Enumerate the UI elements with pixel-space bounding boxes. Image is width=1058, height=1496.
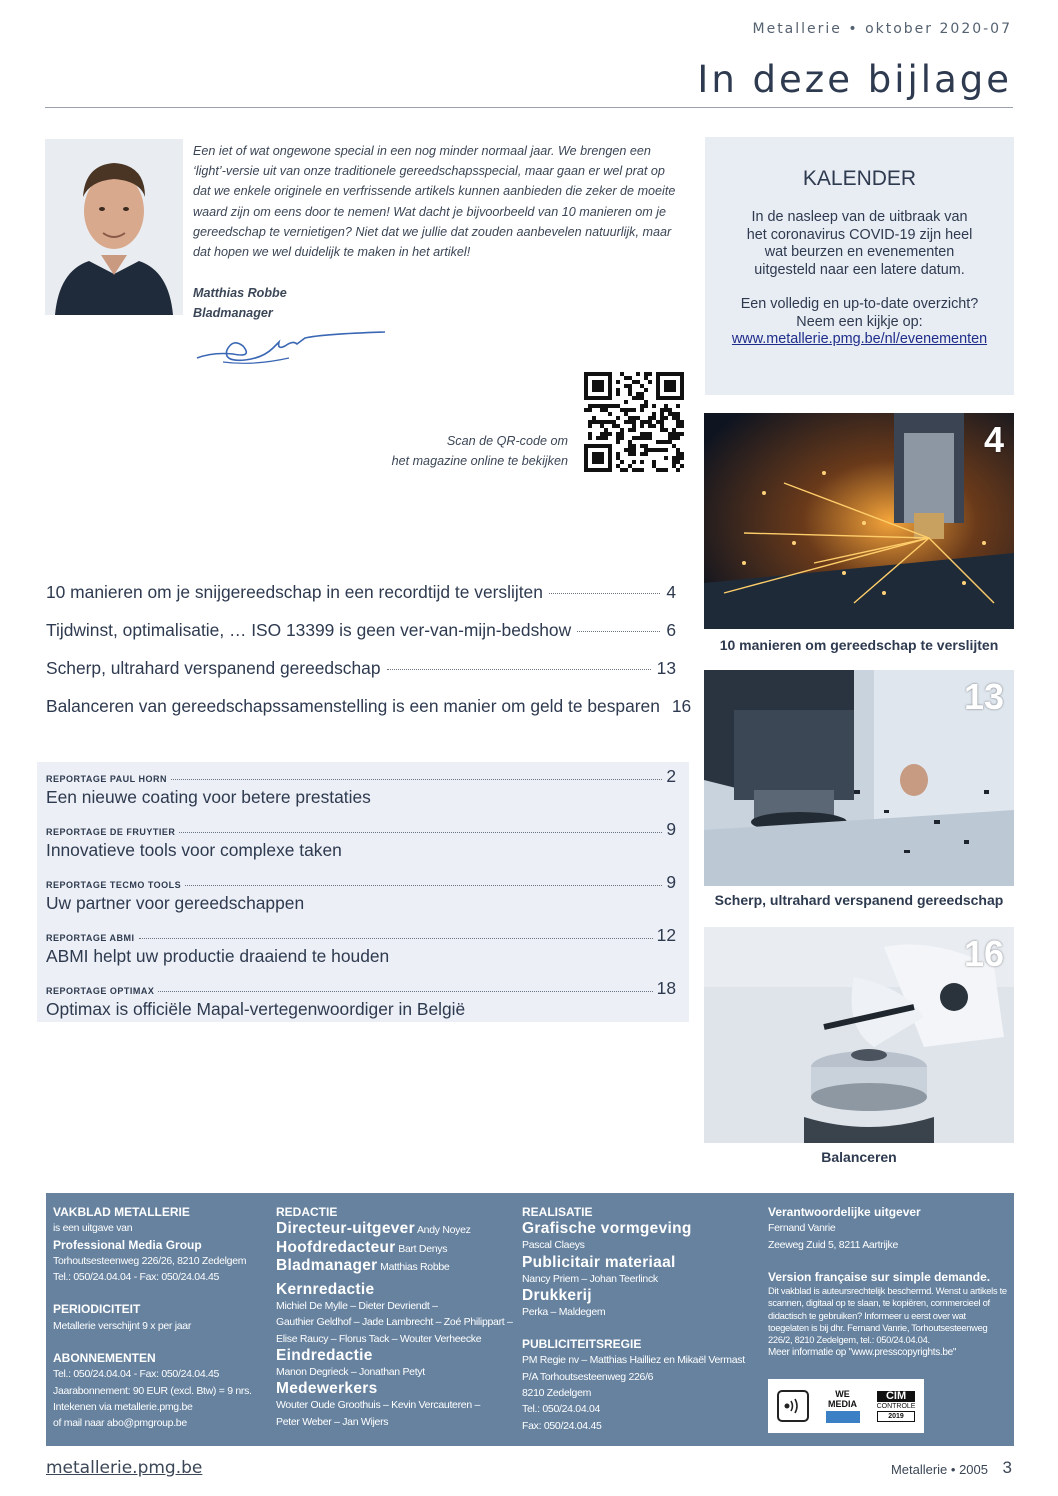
colophon-heading: PUBLICITEITSREGIE: [522, 1337, 642, 1352]
colophon-publisher: [53, 1204, 273, 1432]
colophon-line: Manon Degrieck – Jonathan Petyt: [276, 1366, 425, 1379]
photo-cutting-sparks: [704, 413, 1014, 629]
colophon-line[interactable]: Meer informatie op "www.presscopyrights.be": [768, 1347, 957, 1359]
colophon-responsible: [768, 1204, 1008, 1360]
colophon-line: Peter Weber – Jan Wijers: [276, 1415, 389, 1428]
colophon-heading: VAKBLAD METALLERIE: [53, 1205, 190, 1219]
colophon-line: Tel.: 050/24.04.04: [522, 1403, 601, 1416]
colophon-role: Publicitair materiaal: [522, 1253, 676, 1271]
footer-website-link[interactable]: metallerie.pmg.be: [46, 1458, 203, 1478]
colophon-person: Andy Noyez: [416, 1224, 471, 1237]
photo-balancing-tool: [704, 927, 1014, 1143]
author-role: Bladmanager: [193, 306, 273, 320]
toc-item[interactable]: [46, 696, 692, 734]
table-of-contents: [46, 582, 692, 734]
qr-code[interactable]: [583, 372, 685, 472]
colophon-line[interactable]: of mail naar abo@pmgroup.be: [53, 1417, 187, 1430]
toc-item[interactable]: [46, 620, 676, 658]
colophon-line: PM Regie nv – Matthias Hailliez en Mikaël Vermast: [522, 1354, 745, 1367]
colophon-heading: Version française sur simple demande.: [768, 1269, 991, 1284]
reportage-item[interactable]: [46, 872, 676, 913]
toc-item-title: Balanceren van gereedschapssamenstelling is een manier om geld te besparen: [46, 696, 660, 716]
colophon: [46, 1193, 1014, 1446]
colophon-line: Fax: 050/24.04.45: [522, 1419, 602, 1432]
author-portrait: [45, 139, 183, 315]
colophon-role: Eindredactie: [276, 1347, 373, 1365]
reportage-label: REPORTAGE TECMO TOOLS: [46, 880, 182, 890]
copyright-notice: Dit vakblad is auteursrechtelijk beschermd. Wenst u artikels te scannen, digitaal op te slaan, te kopiëren, commercieel of didactisch te gebruiken? Informeer u eerst over wat toegelaten is bij dhr. Fernand Vanrie, Torhoutsesteenweg 226/2, 8210 Zedelgem, tel.: 050/24.04.04.: [768, 1285, 1007, 1345]
photo-page-number: 4: [983, 419, 1004, 460]
calendar-body-overview: Een volledig en up-to-date overzicht? Neem een kijkje op:: [740, 296, 979, 330]
qr-instructions-line1: Scan de QR-code om: [446, 434, 568, 448]
toc-item-title: 10 manieren om je snijgereedschap in een recordtijd te verslijten: [46, 582, 543, 602]
colophon-role: Hoofdredacteur: [276, 1238, 396, 1256]
colophon-heading: REDACTIE: [276, 1205, 338, 1219]
colophon-role: Directeur-uitgever: [276, 1220, 415, 1238]
reportage-leader: [171, 779, 662, 780]
colophon-line: Tel.: 050/24.04.04 - Fax: 050/24.04.45: [53, 1271, 220, 1284]
colophon-line: P/A Torhoutsesteenweg 226/6: [522, 1370, 654, 1383]
cim-logo-year: 2019: [877, 1411, 916, 1422]
colophon-line: Elise Raucy – Florus Tack – Wouter Verheecke: [276, 1332, 482, 1345]
reportage-leader: [158, 991, 652, 992]
colophon-line: Wouter Oude Groothuis – Kevin Vercauteren –: [276, 1399, 481, 1412]
colophon-line: Tel.: 050/24.04.04 - Fax: 050/24.04.45: [53, 1368, 220, 1381]
photo-page-number: 13: [963, 676, 1004, 717]
reportage-label: REPORTAGE DE FRUYTIER: [46, 827, 176, 837]
calendar-box: [705, 137, 1014, 395]
reportage-title: ABMI helpt uw productie draaiend te houden: [46, 946, 390, 966]
intro-text: Een iet of wat ongewone special in een nog minder normaal jaar. We brengen een ‘light’-versie uit van onze traditionele gereedschapsspecial, maar gaan er wel prat op dat we enkele originele en verfrissende artikels kunnen aanbieden die zeker de moeite waard zijn om eens door te nemen! Wat dacht je bijvoorbeeld van 10 manieren om je gereedschap te vernietigen? Niet dat we jullie dat zouden aanbevelen natuurlijk, maar dat hopen we wel duidelijk te maken in het artikel!: [193, 144, 676, 260]
toc-leader: [387, 669, 651, 670]
colophon-line: Perka – Maldegem: [522, 1305, 606, 1318]
cim-logo-label: CONTROLE: [876, 1402, 916, 1410]
toc-item-title: Tijdwinst, optimalisatie, … ISO 13399 is geen ver-van-mijn-bedshow: [46, 620, 572, 640]
signature: [193, 328, 393, 370]
colophon-line: Metallerie verschijnt 9 x per jaar: [53, 1319, 192, 1332]
header-divider: [45, 107, 1013, 108]
reportage-page: 2: [666, 766, 676, 786]
photo-caption: Scherp, ultrahard verspanend gereedschap: [714, 892, 1004, 908]
colophon-line[interactable]: Intekenen via metallerie.pmg.be: [53, 1400, 193, 1413]
reportage-page: 12: [656, 925, 676, 945]
colophon-role: Grafische vormgeving: [522, 1220, 692, 1238]
reportage-item[interactable]: [46, 819, 676, 860]
reportage-item[interactable]: [46, 978, 676, 1019]
author-name: Matthias Robbe: [193, 286, 287, 300]
qr-instructions-line2: het magazine online te bekijken: [391, 454, 568, 468]
colophon-line: Pascal Claeys: [522, 1239, 585, 1252]
qr-instructions: [392, 431, 568, 471]
colophon-editorial: [276, 1204, 516, 1430]
reportage-label: REPORTAGE PAUL HORN: [46, 774, 168, 784]
photo-caption: 10 manieren om gereedschap te verslijten: [719, 637, 999, 653]
page-number: 3: [1002, 1458, 1012, 1477]
colophon-role: Bladmanager: [276, 1256, 378, 1274]
toc-item[interactable]: [46, 582, 676, 620]
colophon-line: Fernand Vanrie: [768, 1222, 836, 1235]
reportage-label: REPORTAGE ABMI: [46, 933, 135, 943]
colophon-line: is een uitgave van: [53, 1222, 133, 1235]
colophon-line: Torhoutsesteenweg 226/26, 8210 Zedelgem: [53, 1254, 247, 1267]
colophon-line: Jaarabonnement: 90 EUR (excl. Btw) = 9 nrs.: [53, 1384, 252, 1397]
sound-waves-icon: [777, 1390, 809, 1422]
issue-label: Metallerie • oktober 2020-07: [752, 21, 1012, 37]
colophon-publisher-name: Professional Media Group: [53, 1237, 202, 1252]
reportage-title: Een nieuwe coating voor betere prestaties: [46, 787, 371, 807]
colophon-person: Matthias Robbe: [380, 1260, 450, 1273]
toc-item-page: 4: [666, 582, 676, 602]
colophon-role: Medewerkers: [276, 1380, 378, 1398]
reportage-item[interactable]: [46, 925, 676, 966]
colophon-line: Zeeweg Zuid 5, 8211 Aartrijke: [768, 1238, 899, 1251]
toc-leader: [577, 631, 660, 632]
colophon-heading: ABONNEMENTEN: [53, 1351, 156, 1366]
toc-item-title: Scherp, ultrahard verspanend gereedschap: [46, 658, 381, 678]
certification-logos: [768, 1379, 924, 1433]
reportage-leader: [139, 938, 653, 939]
reportage-leader: [185, 885, 662, 886]
we-media-logo: [826, 1389, 860, 1423]
calendar-body: In de nasleep van de uitbraak van het coronavirus COVID-19 zijn heel wat beurzen en evenementen uitgesteld naar een latere datum.: [746, 209, 973, 278]
reportage-page: 18: [656, 978, 676, 998]
colophon-role: Kernredactie: [276, 1281, 375, 1299]
colophon-person: Bart Denys: [398, 1242, 448, 1255]
colophon-heading: PERIODICITEIT: [53, 1302, 141, 1317]
photo-page-number: 16: [963, 933, 1004, 974]
reportage-title: Uw partner voor gereedschappen: [46, 893, 305, 913]
reportage-box: [37, 762, 689, 1022]
colophon-line: Gauthier Geldhof – Jade Lambrecht – Zoé Philippart –: [276, 1316, 513, 1329]
cim-logo: [877, 1391, 916, 1422]
photo-milling-cutter: [704, 670, 1014, 886]
reportage-title: Optimax is officiële Mapal-vertegenwoordiger in België: [46, 999, 466, 1019]
calendar-link[interactable]: www.metallerie.pmg.be/nl/evenementen: [731, 331, 988, 347]
colophon-heading: REALISATIE: [522, 1205, 593, 1219]
we-media-logo-line2: MEDIA: [828, 1399, 858, 1409]
toc-item-page: 13: [656, 658, 676, 678]
colophon-line: Nancy Priem – Johan Teerlinck: [522, 1272, 658, 1285]
footer-magazine: Metallerie • 2005: [890, 1462, 988, 1477]
toc-leader: [549, 593, 660, 594]
colophon-line: Michiel De Mylle – Dieter Devriendt –: [276, 1300, 438, 1313]
photo-caption: Balanceren: [821, 1149, 897, 1165]
reportage-title: Innovatieve tools voor complexe taken: [46, 840, 342, 860]
toc-item[interactable]: [46, 658, 676, 696]
reportage-leader: [179, 832, 662, 833]
page-title: In deze bijlage: [697, 58, 1012, 101]
reportage-label: REPORTAGE OPTIMAX: [46, 986, 155, 996]
colophon-line: 8210 Zedelgem: [522, 1387, 592, 1400]
cim-logo-mark: CIM: [877, 1391, 916, 1402]
we-media-logo-line1: WE: [835, 1389, 850, 1399]
reportage-page: 9: [666, 819, 676, 839]
colophon-production: [522, 1204, 762, 1434]
reportage-page: 9: [666, 872, 676, 892]
calendar-title: KALENDER: [802, 167, 917, 190]
toc-item-page: 16: [671, 696, 692, 716]
colophon-heading: Verantwoordelijke uitgever: [768, 1205, 921, 1219]
colophon-role: Drukkerij: [522, 1286, 592, 1304]
toc-item-page: 6: [666, 620, 676, 640]
reportage-item[interactable]: [46, 766, 676, 807]
